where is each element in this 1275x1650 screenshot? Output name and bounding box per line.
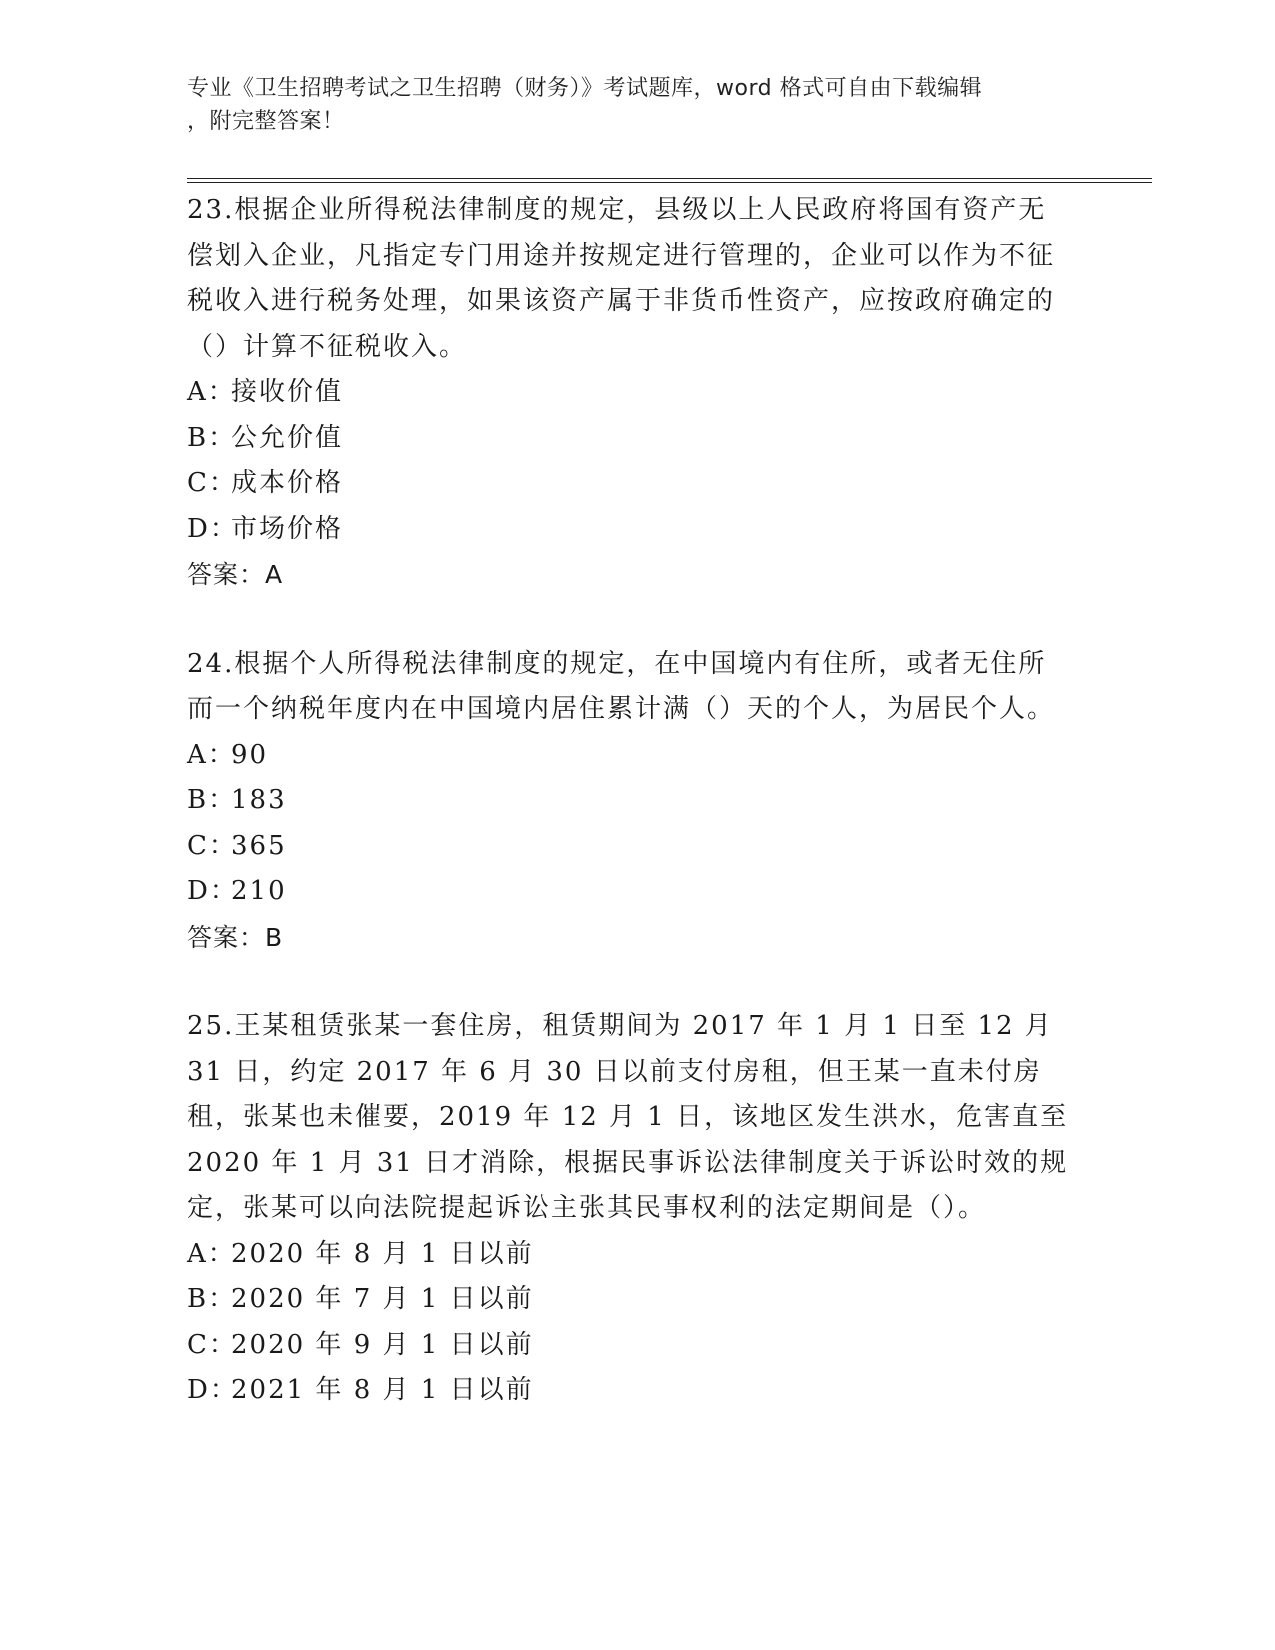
option-d bbox=[187, 507, 1072, 553]
question-25 bbox=[187, 1004, 1072, 1414]
question-list bbox=[187, 188, 1072, 1414]
header-line-2: ，附完整答案！ bbox=[187, 109, 345, 134]
option-key: B： bbox=[187, 1284, 237, 1314]
option-c bbox=[187, 824, 1072, 870]
option-text: 2021 年 8 月 1 日以前 bbox=[231, 1375, 534, 1405]
question-spacer bbox=[187, 960, 1072, 1004]
option-text: 183 bbox=[231, 785, 287, 815]
option-key: D： bbox=[187, 876, 238, 906]
option-text: 接收价值 bbox=[231, 377, 344, 407]
option-c bbox=[187, 1323, 1072, 1369]
option-a bbox=[187, 1232, 1072, 1278]
question-stem: 25.王某租赁张某一套住房，租赁期间为 2017 年 1 月 1 日至 12 月 31 日，约定 2017 年 6 月 30 日以前支付房租，但王某一直未付房租，张某也未催要，2019 年 12 月 1 日，该地区发生洪水，危害直至 2020 年 1 月 31 日才消除，根据民事诉讼法律制度关于诉讼时效的规定，张某可以向法院提起诉讼主张其民事权利的法定期间是（）。 bbox=[187, 1011, 1069, 1223]
option-text: 2020 年 9 月 1 日以前 bbox=[231, 1329, 534, 1360]
question-23 bbox=[187, 188, 1072, 598]
header-rule-top bbox=[187, 178, 1152, 179]
option-key: C： bbox=[187, 1329, 237, 1360]
option-text: 公允价值 bbox=[231, 422, 344, 453]
option-b bbox=[187, 1277, 1072, 1323]
option-text: 90 bbox=[231, 739, 269, 770]
question-stem: 24.根据个人所得税法律制度的规定，在中国境内有住所，或者无住所而一个纳税年度内在中国境内居住累计满（）天的个人，为居民个人。 bbox=[187, 648, 1056, 724]
question-stem: 23.根据企业所得税法律制度的规定，县级以上人民政府将国有资产无偿划入企业，凡指定专门用途并按规定进行管理的，企业可以作为不征税收入进行税务处理，如果该资产属于非货币性资产，应按政府确定的（）计算不征税收入。 bbox=[187, 195, 1056, 362]
option-text: 365 bbox=[231, 830, 287, 861]
option-d bbox=[187, 1368, 1072, 1414]
option-key: A： bbox=[187, 1238, 236, 1269]
option-text: 2020 年 7 月 1 日以前 bbox=[231, 1284, 534, 1314]
option-text: 成本价格 bbox=[231, 468, 344, 498]
option-key: D： bbox=[187, 513, 238, 544]
option-key: C： bbox=[187, 468, 237, 498]
answer-line: 答案：B bbox=[187, 922, 284, 952]
option-key: D： bbox=[187, 1375, 238, 1405]
option-a bbox=[187, 733, 1072, 779]
question-24 bbox=[187, 642, 1072, 961]
option-key: A： bbox=[187, 377, 236, 407]
option-b bbox=[187, 416, 1072, 462]
option-key: B： bbox=[187, 422, 237, 453]
answer-line: 答案：A bbox=[187, 560, 284, 589]
option-text: 210 bbox=[231, 876, 287, 906]
option-b bbox=[187, 778, 1072, 824]
option-text: 市场价格 bbox=[231, 513, 344, 544]
header-rule-bottom bbox=[187, 182, 1152, 183]
option-d bbox=[187, 869, 1072, 915]
document-header bbox=[187, 72, 1067, 138]
option-key: A： bbox=[187, 739, 236, 770]
option-key: B： bbox=[187, 785, 237, 815]
option-a bbox=[187, 370, 1072, 416]
option-key: C： bbox=[187, 830, 237, 861]
option-text: 2020 年 8 月 1 日以前 bbox=[231, 1238, 534, 1269]
option-c bbox=[187, 461, 1072, 507]
question-spacer bbox=[187, 598, 1072, 642]
header-line-1: 专业《卫生招聘考试之卫生招聘（财务）》考试题库，word 格式可自由下载编辑 bbox=[187, 76, 983, 101]
